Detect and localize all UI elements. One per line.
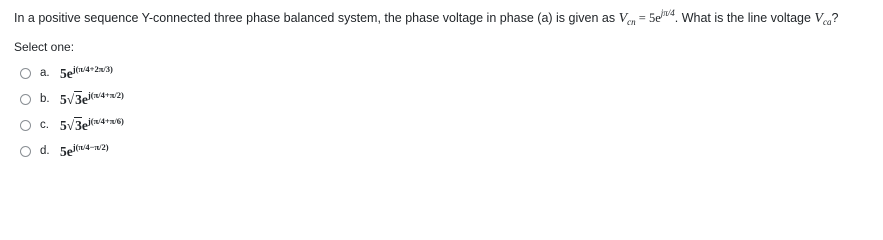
option-letter: c. <box>40 119 49 131</box>
question-middle: . What is the line voltage <box>674 11 815 25</box>
option-letter: a. <box>40 67 50 79</box>
radio-button-c[interactable] <box>20 120 31 131</box>
option-letter: d. <box>40 145 50 157</box>
question-lead: In a positive sequence Y-connected three phase balanced system, the phase voltage in phase (a) is given as <box>14 11 619 25</box>
sqrt-symbol: √3 <box>66 118 82 133</box>
option-a[interactable] <box>20 60 124 86</box>
radio-button-b[interactable] <box>20 94 31 105</box>
option-c[interactable] <box>20 112 124 138</box>
question-text <box>14 5 880 30</box>
answer-options <box>20 60 124 164</box>
option-answer: $5√3e^{j(\pi/4+\pi/2)}$ <box>60 90 124 107</box>
option-answer: $5√3e^{j(\pi/4+\pi/6)}$ <box>60 116 124 133</box>
option-b[interactable] <box>20 86 124 112</box>
sqrt-symbol: √3 <box>66 92 82 107</box>
phase-voltage-value: $5e^{j\pi/4}$ <box>648 8 675 25</box>
phase-voltage-symbol: $V_{cn}$ <box>618 11 636 27</box>
question-end: ? <box>831 11 839 25</box>
line-voltage-symbol: $V_{ca}$ <box>814 11 832 27</box>
option-d[interactable] <box>20 138 124 164</box>
option-answer: $5e^{j(\pi/4-\pi/2)}$ <box>60 142 109 159</box>
radio-button-a[interactable] <box>20 68 31 79</box>
option-answer: $5e^{j(\pi/4+2\pi/3)}$ <box>60 64 113 81</box>
option-letter: b. <box>40 93 50 105</box>
equals-sign: = <box>635 11 649 25</box>
select-one-prompt: Select one: <box>14 40 75 54</box>
radio-button-d[interactable] <box>20 146 31 157</box>
